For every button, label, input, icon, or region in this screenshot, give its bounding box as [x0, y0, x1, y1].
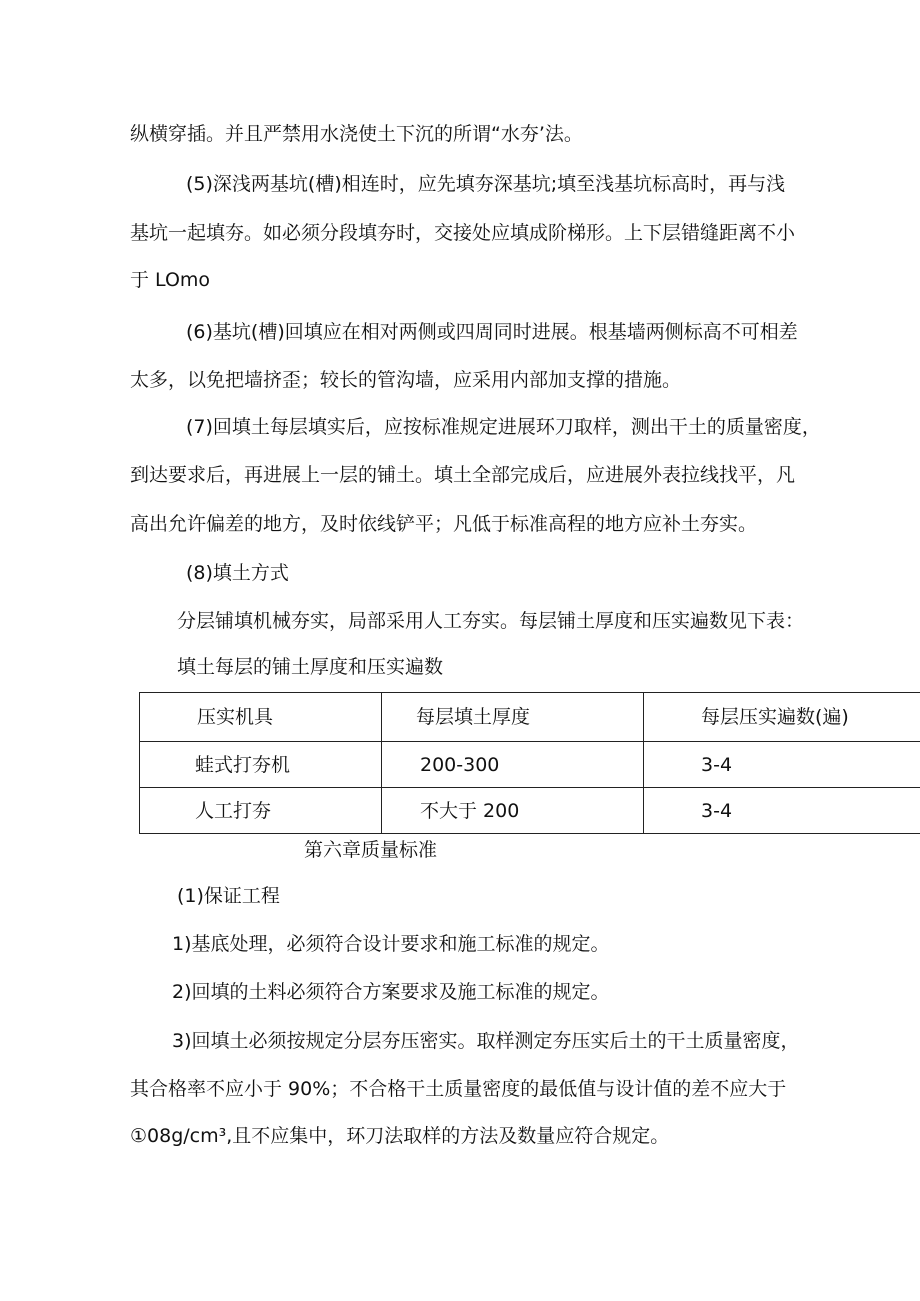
paragraph-line: (8)填土方式: [186, 562, 289, 584]
section-heading: (1)保证工程: [177, 885, 280, 907]
paragraph-line: (5)深浅两基坑(槽)相连时，应先填夯深基坑;填至浅基坑标高时，再与浅: [186, 173, 786, 195]
paragraph-line: 分层铺填机械夯实，局部采用人工夯实。每层铺土厚度和压实遍数见下表：: [177, 610, 805, 632]
paragraph-line: 太多，以免把墙挤歪；较长的管沟墙，应采用内部加支撑的措施。: [130, 369, 682, 391]
paragraph-line: 其合格率不应小于 90%；不合格干土质量密度的最低值与设计值的差不应大于: [130, 1078, 787, 1100]
table-header-cell: 压实机具: [140, 693, 382, 742]
table-row: [140, 742, 920, 788]
table-cell: 人工打夯: [140, 788, 382, 834]
paragraph-line: 1)基底处理，必须符合设计要求和施工标准的规定。: [172, 933, 610, 955]
paragraph-line: 2)回填的土料必须符合方案要求及施工标准的规定。: [172, 981, 610, 1003]
paragraph-line: 3)回填土必须按规定分层夯压密实。取样测定夯压实后土的干土质量密度，: [172, 1030, 800, 1052]
table-cell: 3-4: [644, 788, 920, 834]
paragraph-line: ①08g/cm³,且不应集中，环刀法取样的方法及数量应符合规定。: [130, 1125, 670, 1147]
chapter-title: 第六章质量标准: [304, 839, 438, 861]
paragraph-line: 到达要求后，再进展上一层的铺土。填土全部完成后，应进展外表拉线找平，凡: [130, 464, 796, 486]
table-cell: 200-300: [382, 742, 644, 788]
table-row: [140, 788, 920, 834]
table-header-row: [140, 693, 920, 742]
paragraph-line: (6)基坑(槽)回填应在相对两侧或四周同时进展。根基墙两侧标高不可相差: [186, 321, 798, 343]
table-cell: 3-4: [644, 742, 920, 788]
paragraph-line: 高出允许偏差的地方，及时依线铲平；凡低于标准高程的地方应补土夯实。: [130, 513, 758, 535]
table-caption: 填土每层的铺土厚度和压实遍数: [177, 656, 444, 678]
paragraph-line: 纵横穿插。并且严禁用水浇使土下沉的所谓“水夯’法。: [130, 123, 583, 145]
table-header-cell: 每层压实遍数(遍): [644, 693, 920, 742]
paragraph-line: (7)回填土每层填实后，应按标准规定进展环刀取样，测出干土的质量密度，: [186, 416, 821, 438]
table-header-cell: 每层填土厚度: [382, 693, 644, 742]
compaction-table: [139, 692, 920, 834]
table-cell: 不大于 200: [382, 788, 644, 834]
paragraph-line: 基坑一起填夯。如必须分段填夯时，交接处应填成阶梯形。上下层错缝距离不小: [130, 222, 796, 244]
paragraph-line: 于 LOmo: [130, 269, 211, 291]
table-cell: 蛙式打夯机: [140, 742, 382, 788]
